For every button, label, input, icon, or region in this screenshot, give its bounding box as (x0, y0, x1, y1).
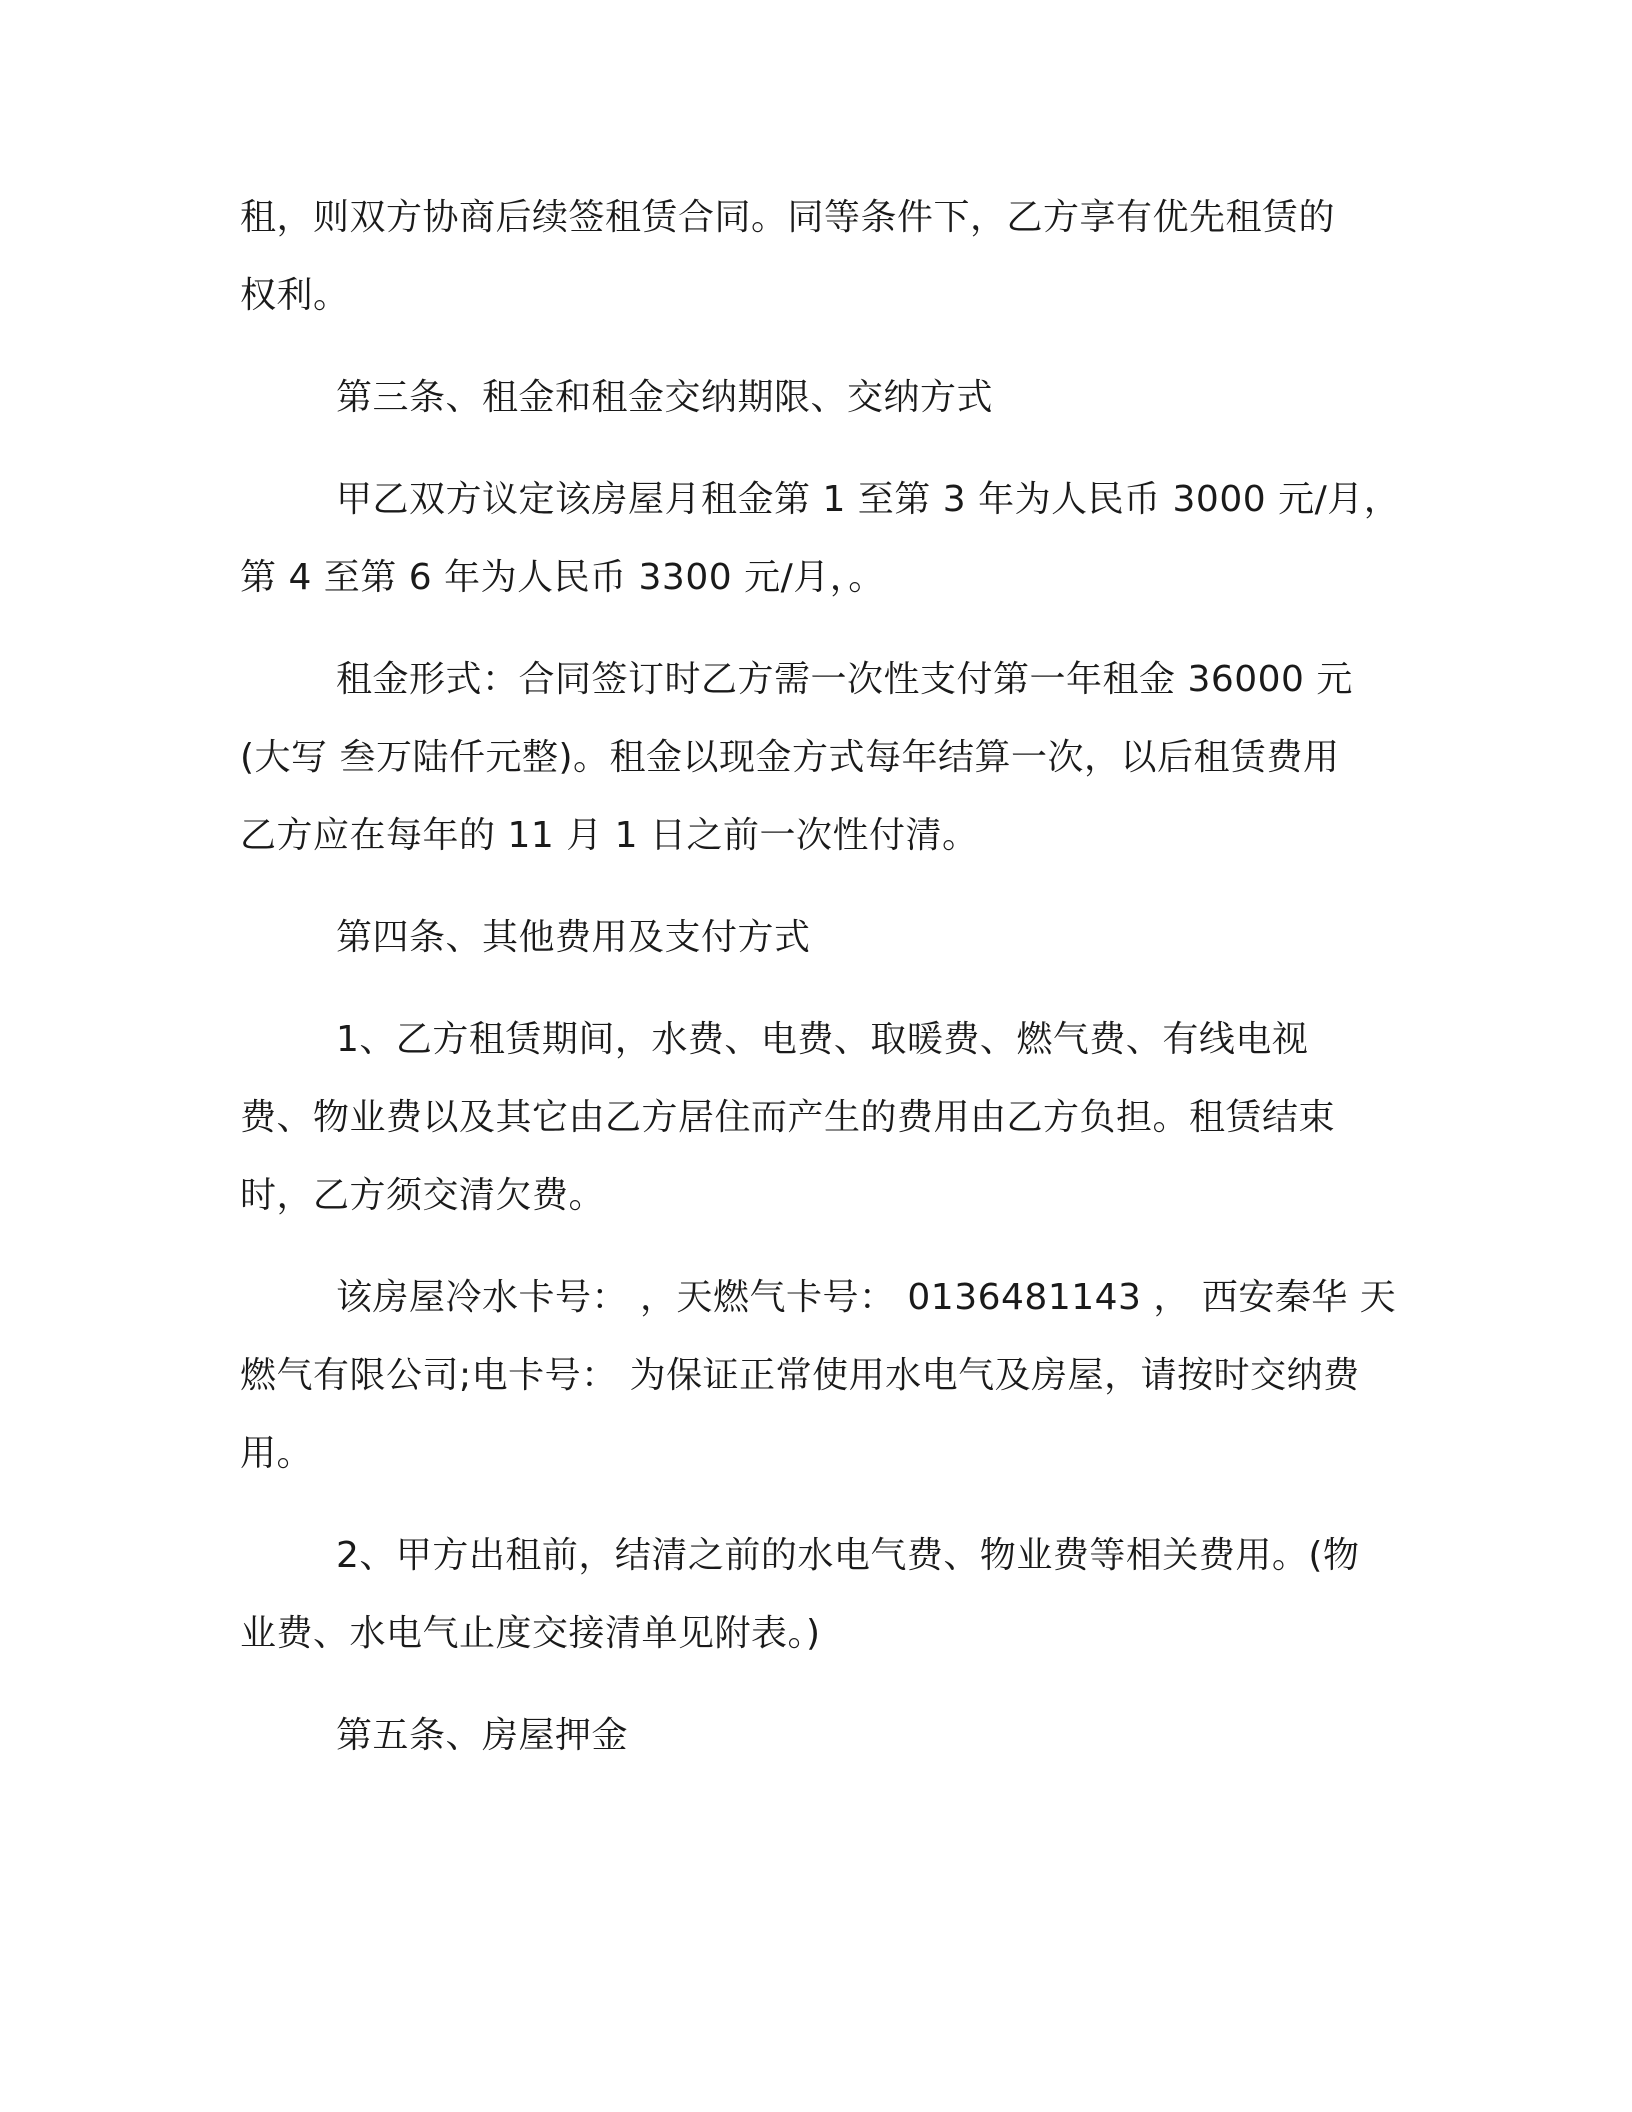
text-line: 第 4 至第 6 年为人民币 3300 元/月，。 (240, 557, 885, 598)
text-line: 2、甲方出租前，结清之前的水电气费、物业费等相关费用。(物 (336, 1535, 1360, 1576)
text-line: 时，乙方须交清欠费。 (240, 1175, 606, 1216)
text-line: 租，则双方协商后续签租赁合同。同等条件下，乙方享有优先租赁的 (240, 197, 1336, 238)
text-line: 租金形式：合同签订时乙方需一次性支付第一年租金 36000 元 (336, 659, 1353, 700)
section-heading: 第五条、房屋押金 (336, 1715, 629, 1756)
text-line: 1、乙方租赁期间，水费、电费、取暖费、燃气费、有线电视 (336, 1019, 1309, 1060)
text-line: 乙方应在每年的 11 月 1 日之前一次性付清。 (240, 815, 979, 856)
text-line: 费、物业费以及其它由乙方居住而产生的费用由乙方负担。租赁结束 (240, 1097, 1336, 1138)
text-line: 该房屋冷水卡号： ，天燃气卡号： 0136481143 ， 西安秦华 天 (336, 1277, 1397, 1318)
text-line: (大写 叁万陆仟元整)。租金以现金方式每年结算一次，以后租赁费用 (240, 737, 1340, 778)
section-heading: 第三条、租金和租金交纳期限、交纳方式 (336, 377, 994, 418)
text-line: 用。 (240, 1433, 314, 1474)
text-line: 燃气有限公司;电卡号： 为保证正常使用水电气及房屋，请按时交纳费 (240, 1355, 1360, 1396)
text-line: 业费、水电气止度交接清单见附表。) (240, 1613, 821, 1654)
section-heading: 第四条、其他费用及支付方式 (336, 917, 811, 958)
text-line: 权利。 (240, 275, 350, 316)
text-line: 甲乙双方议定该房屋月租金第 1 至第 3 年为人民币 3000 元/月， (336, 479, 1401, 520)
